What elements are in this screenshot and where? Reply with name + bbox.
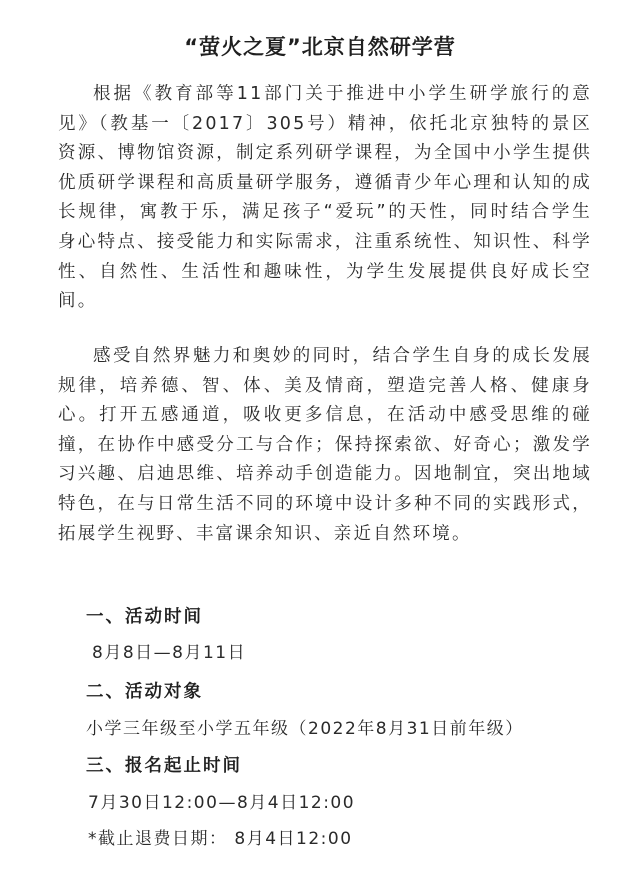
refund-deadline-note: *截止退费日期： 8月4日12:00 (88, 829, 353, 849)
section-heading-target-audience: 二、活动对象 (86, 682, 203, 702)
activity-time-value: 8月8日—8月11日 (92, 643, 247, 663)
document-title: “萤火之夏”北京自然研学营 (184, 35, 456, 59)
section-heading-registration-period: 三、报名起止时间 (86, 756, 242, 776)
registration-period-value: 7月30日12:00—8月4日12:00 (88, 793, 356, 813)
section-heading-activity-time: 一、活动时间 (86, 607, 203, 627)
goals-paragraph: 感受自然界魅力和奥妙的同时，结合学生自身的成长发展规律，培养德、智、体、美及情商，塑造完善人格、健康身心。打开五感通道，吸收更多信息，在活动中感受思维的碰撞，在协作中感受分工与合作；保持探索欲、好奇心；激发学习兴趣、启迪思维、培养动手创造能力。因地制宜，突出地域特色，在与日常生活不同的环境中设计多种不同的实践形式，拓展学生视野、丰富课余知识、亲近自然环境。 (58, 346, 592, 544)
target-audience-value: 小学三年级至小学五年级（2022年8月31日前年级） (86, 719, 524, 739)
intro-paragraph: 根据《教育部等11部门关于推进中小学生研学旅行的意见》（教基一〔2017〕305号）精神，依托北京独特的景区资源、博物馆资源，制定系列研学课程，为全国中小学生提供优质研学课程和高质量研学服务，遵循青少年心理和认知的成长规律，寓教于乐，满足孩子“爱玩”的天性，同时结合学生身心特点、接受能力和实际需求，注重系统性、知识性、科学性、自然性、生活性和趣味性，为学生发展提供良好成长空间。 (58, 84, 592, 312)
